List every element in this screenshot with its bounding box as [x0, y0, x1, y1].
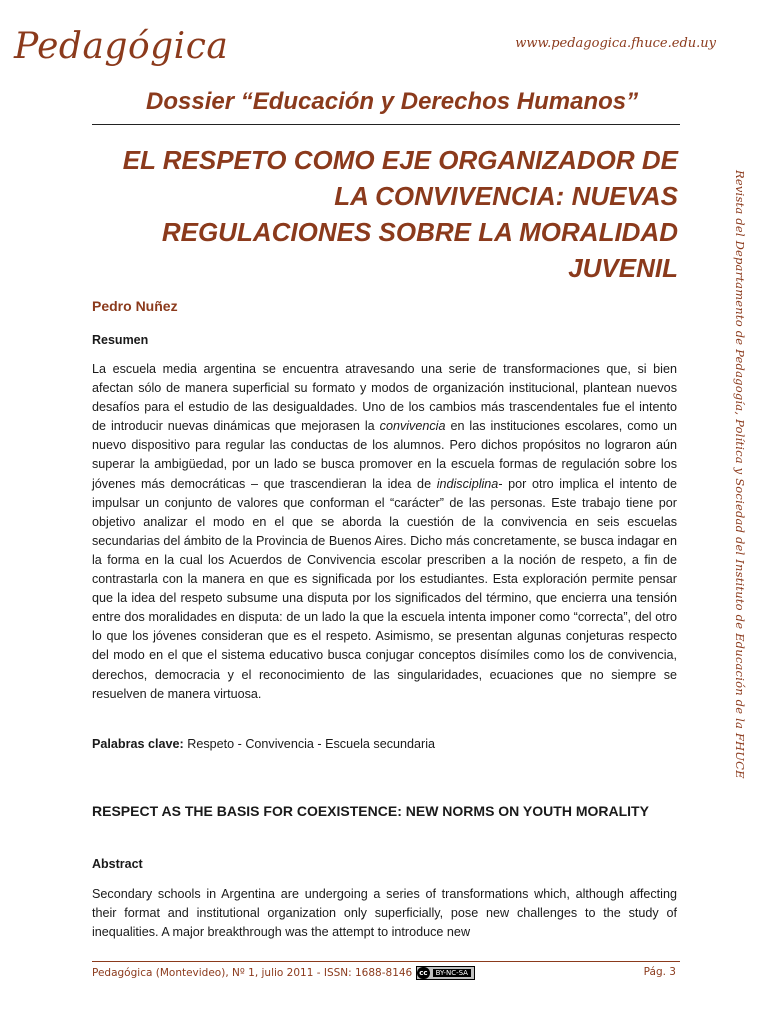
journal-url[interactable]: www.pedagogica.fhuce.edu.uy: [515, 36, 716, 51]
cc-icon: cc: [419, 969, 428, 977]
citation-text: Pedagógica (Montevideo), Nº 1, julio 2011 - ISSN: 1688-8146: [92, 967, 413, 979]
dossier-title: Dossier “Educación y Derechos Humanos”: [146, 88, 639, 115]
journal-side-caption: Revista del Departamento de Pedagogía, Política y Sociedad del Instituto de Educación de la FHUCE: [733, 170, 747, 779]
author-name: Pedro Nuñez: [92, 298, 178, 314]
header-divider: [92, 124, 680, 125]
english-title: RESPECT AS THE BASIS FOR COEXISTENCE: NEW NORMS ON YOUTH MORALITY: [92, 803, 649, 819]
title-line: LA CONVIVENCIA: NUEVAS: [334, 181, 678, 211]
keywords-values: Respeto - Convivencia - Escuela secundaria: [183, 737, 436, 751]
title-line: REGULACIONES SOBRE LA MORALIDAD: [161, 217, 678, 247]
emphasis-indisciplina: indisciplina: [436, 476, 499, 491]
title-line: EL RESPETO COMO EJE ORGANIZADOR DE: [122, 145, 678, 175]
resumen-heading: Resumen: [92, 333, 149, 347]
abstract-heading: Abstract: [92, 857, 143, 871]
resumen-paragraph: La escuela media argentina se encuentra atravesando una serie de transformaciones que, si bien afectan sólo de manera superficial su formato y modos de organización institucional, plantean nuevos desafíos para el estudio de las desigualdades. Uno de los cambios más trascendentales fue el intento de introducir nuevas dinámicas que mejorasen la convivencia en las instituciones escolares, como un nuevo dispositivo para regular las conductas de los alumnos. Pero dichos propósitos no lograron aún superar la ambigüedad, por un lado se busca promover en la escuela formas de regulación sobre los jóvenes más democráticas – que trascendieran la idea de indisciplina- por otro implica el intento de impulsar un conjunto de valores que conforman el “carácter” de las personas. Este trabajo tiene por objetivo analizar el modo en el que se aborda la cuestión de la convivencia en seis escuelas secundarias del ámbito de la Provincia de Buenos Aires. Dicho más concretamente, se busca indagar en la forma en la cual los Acuerdos de Convivencia escolar prescriben a la noción de respeto, a fin de contrastarla con la manera en que es significada por los estudiantes. Esta exploración permite pensar que la idea del respeto subsume una disputa por los significados del término, que encierra una tensión entre dos moralidades en disputa: de un lado la que la escuela intenta imponer como “correcta”, del otro lo que los jóvenes consideran que es el respeto. Asimismo, se presentan algunas conjeturas respecto del modo en el que el sistema educativo busca conjugar conceptos disímiles como los de convivencia, derechos, democracia y el reconocimiento de las singularidades, ecuaciones que no siempre se resuelven de manera virtuosa.: [92, 362, 677, 701]
keywords-line: [92, 737, 435, 751]
abstract-paragraph: Secondary schools in Argentina are undergoing a series of transformations which, although affecting their format and institutional organization only superficially, pose new challenges to the study of inequalities. A major breakthrough was the attempt to introduce new: [92, 887, 677, 940]
title-line: JUVENIL: [568, 253, 678, 283]
cc-license-icon[interactable]: [416, 966, 475, 980]
footer-citation: [92, 966, 475, 980]
footer-divider: [92, 961, 680, 962]
emphasis-convivencia: convivencia: [379, 419, 446, 434]
article-title: [120, 142, 678, 286]
journal-logo: Pedagógica: [14, 26, 229, 67]
page-number: Pág. 3: [643, 966, 676, 978]
keywords-label: Palabras clave:: [92, 737, 184, 751]
license-label: BY-NC-SA: [433, 969, 471, 977]
